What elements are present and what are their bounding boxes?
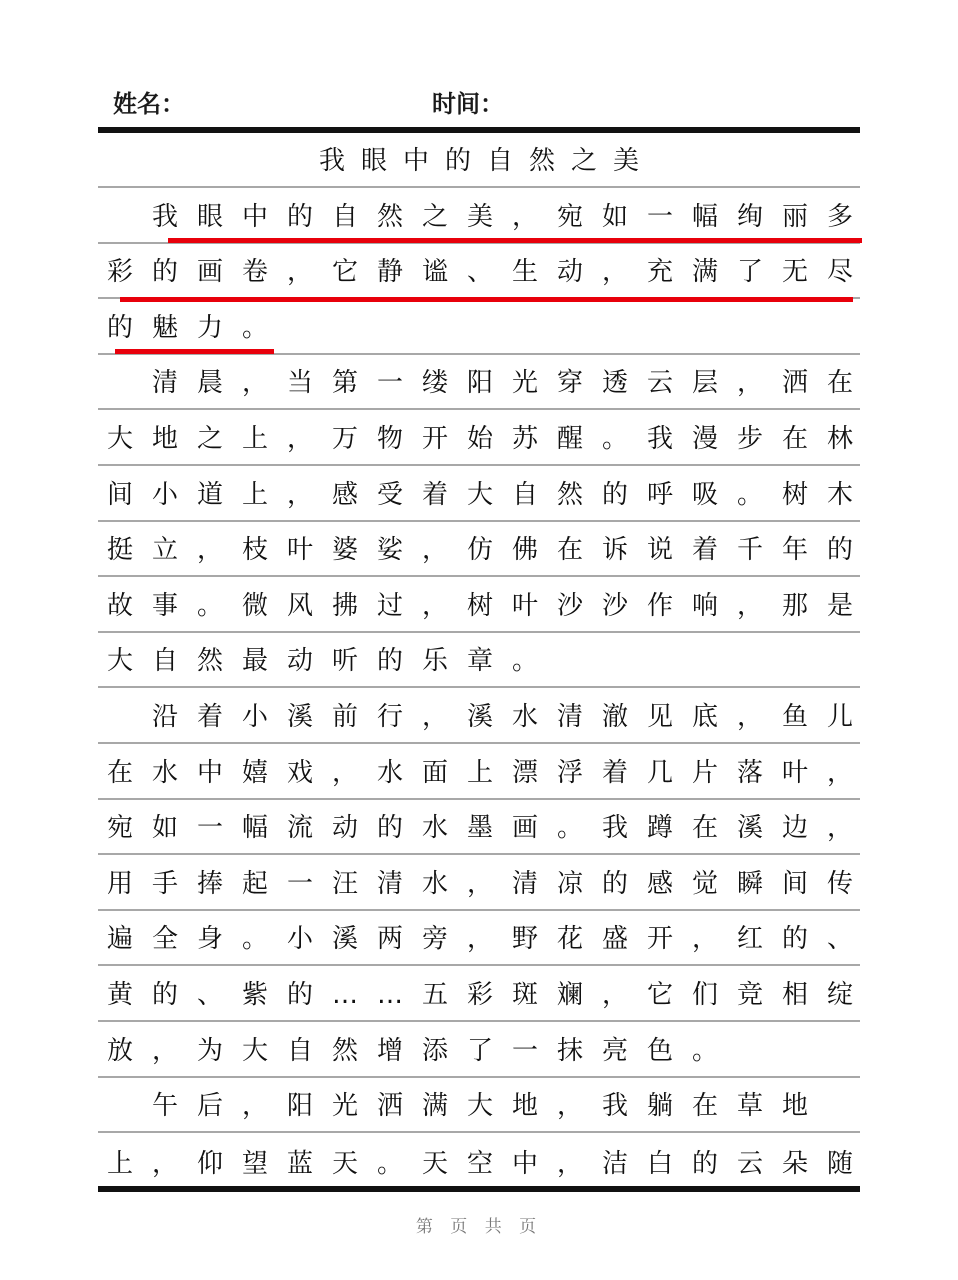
text-line (98, 577, 873, 633)
text-line (98, 800, 873, 856)
text-line (98, 633, 860, 689)
page-footer: 第 页 共 页 (415, 1217, 543, 1237)
line-text: 沿着小溪前行，溪水清澈见底，鱼儿 (152, 701, 873, 732)
text-line (98, 966, 873, 1022)
line-text: 午后，阳光洒满大地，我躺在草地 (152, 1091, 828, 1122)
line-text: 宛如一幅流动的水墨画。我蹲在溪边， (107, 813, 873, 844)
text-line (98, 688, 873, 744)
line-text: 黄的、紫的……五彩斑斓，它们竞相绽 (107, 979, 873, 1010)
line-text: 的魅力。 (107, 312, 288, 343)
text-line (98, 466, 873, 522)
title-row (98, 133, 860, 188)
text-line (98, 355, 873, 411)
time-label: 时间： (432, 90, 504, 118)
red-underline (115, 349, 274, 354)
text-line (98, 244, 873, 300)
red-underline (168, 238, 862, 243)
line-text: 在水中嬉戏，水面上漂浮着几片落叶， (107, 757, 873, 788)
text-line (98, 188, 873, 244)
text-line (98, 911, 873, 967)
text-line (98, 410, 873, 466)
line-text: 放，为大自然增添了一抹亮色。 (107, 1035, 738, 1066)
text-line (98, 855, 873, 911)
line-text: 大自然最动听的乐章。 (107, 646, 558, 677)
footer-rule (98, 1186, 860, 1192)
line-text: 挺立，枝叶婆娑，仿佛在诉说着千年的 (107, 535, 873, 566)
line-text: 我眼中的自然之美，宛如一幅绚丽多 (152, 201, 873, 232)
text-line (98, 299, 860, 355)
line-text: 用手捧起一汪清水，清凉的感觉瞬间传 (107, 868, 873, 899)
line-text: 上，仰望蓝天。天空中，洁白的云朵随 (107, 1148, 873, 1179)
line-text: 清晨，当第一缕阳光穿透云层，洒在 (152, 368, 873, 399)
text-line (98, 1133, 873, 1189)
essay-title: 我眼中的自然之美 (318, 146, 655, 176)
text-line (98, 522, 873, 578)
text-line (98, 744, 873, 800)
line-text: 遍全身。小溪两旁，野花盛开，红的、 (107, 924, 873, 955)
line-text: 故事。微风拂过，树叶沙沙作响，那是 (107, 590, 873, 621)
line-text: 大地之上，万物开始苏醒。我漫步在林 (107, 423, 873, 454)
text-line (98, 1022, 860, 1078)
name-label: 姓名： (113, 90, 185, 118)
text-line (98, 1078, 860, 1134)
writing-lines (98, 133, 873, 1189)
line-text: 彩的画卷，它静谧、生动，充满了无尽 (107, 257, 873, 288)
line-text: 间小道上，感受着大自然的呼吸。树木 (107, 479, 873, 510)
red-underline (120, 297, 853, 302)
